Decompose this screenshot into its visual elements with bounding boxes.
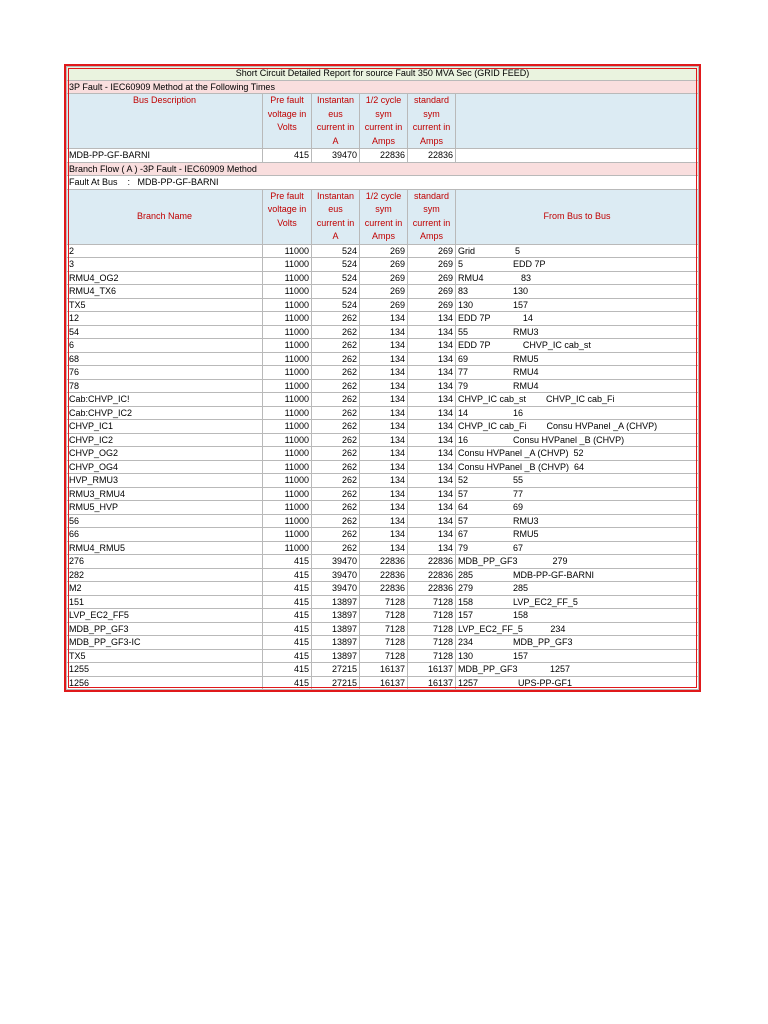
branch-instant: 262 xyxy=(312,379,360,393)
header-line: current in xyxy=(364,217,403,228)
branch-instant: 27215 xyxy=(312,676,360,690)
branch-from-to: EDD 7P CHVP_IC cab_st xyxy=(456,339,699,353)
header-line: Instantan xyxy=(316,190,355,201)
branch-from-to: LVP_EC2_FF_5 234 xyxy=(456,622,699,636)
header-from-to: From Bus to Bus xyxy=(456,189,699,244)
branch-instant: 262 xyxy=(312,339,360,353)
branch-row xyxy=(67,501,699,515)
branch-half-cycle: 22836 xyxy=(360,555,408,569)
header-half-cycle xyxy=(360,94,408,149)
header-instantaneous xyxy=(312,189,360,244)
branch-name: LVP_EC2_FF5 xyxy=(67,609,263,623)
branch-name: CHVP_IC2 xyxy=(67,433,263,447)
branch-prefault: 11000 xyxy=(263,474,312,488)
header-line: Instantan xyxy=(316,95,355,105)
branch-name: 6 xyxy=(67,339,263,353)
branch-from-to: MDB_PP_GF3 1257 xyxy=(456,663,699,677)
branch-half-cycle: 134 xyxy=(360,447,408,461)
branch-half-cycle: 7128 xyxy=(360,636,408,650)
branch-instant: 13897 xyxy=(312,622,360,636)
branch-from-to: 52 55 xyxy=(456,474,699,488)
branch-instant: 524 xyxy=(312,298,360,312)
branch-name: 276 xyxy=(67,555,263,569)
branch-prefault: 11000 xyxy=(263,271,312,285)
branch-from-to: 67 RMU5 xyxy=(456,528,699,542)
branch-prefault: 11000 xyxy=(263,541,312,555)
branch-from-to: CHVP_IC cab_st CHVP_IC cab_Fi xyxy=(456,393,699,407)
branch-standard: 134 xyxy=(408,433,456,447)
branch-name: Cab:CHVP_IC2 xyxy=(67,406,263,420)
branch-standard: 134 xyxy=(408,460,456,474)
branch-name: 1256 xyxy=(67,676,263,690)
branch-prefault: 11000 xyxy=(263,420,312,434)
header-line: current in xyxy=(412,122,451,132)
branch-instant: 13897 xyxy=(312,595,360,609)
branch-from-to: Consu HVPanel _B (CHVP) 64 xyxy=(456,460,699,474)
branch-from-to: 69 RMU5 xyxy=(456,352,699,366)
branch-name: 12 xyxy=(67,312,263,326)
branch-standard: 134 xyxy=(408,474,456,488)
header-line: 1/2 cycle xyxy=(365,95,402,105)
header-line: sym xyxy=(423,204,440,214)
branch-row xyxy=(67,366,699,380)
fault-at-bus-row xyxy=(67,176,699,190)
branch-instant: 262 xyxy=(312,325,360,339)
branch-prefault: 415 xyxy=(263,663,312,677)
bus-standard: 22836 xyxy=(408,149,456,163)
header-line: 1/2 cycle xyxy=(365,190,402,201)
branch-row xyxy=(67,379,699,393)
header-bus-description: Bus Description xyxy=(67,94,263,149)
branch-instant: 262 xyxy=(312,433,360,447)
branch-instant: 13897 xyxy=(312,649,360,663)
fault-at-bus: Fault At Bus : MDB-PP-GF-BARNI xyxy=(67,176,699,190)
branch-row xyxy=(67,555,699,569)
section2-title: Branch Flow ( A ) -3P Fault - IEC60909 Method xyxy=(67,162,699,176)
branch-instant: 262 xyxy=(312,501,360,515)
branch-row xyxy=(67,474,699,488)
branch-standard: 22836 xyxy=(408,555,456,569)
branch-standard: 7128 xyxy=(408,622,456,636)
branch-prefault: 11000 xyxy=(263,285,312,299)
branch-name: 66 xyxy=(67,528,263,542)
branch-half-cycle: 134 xyxy=(360,460,408,474)
branch-half-cycle: 269 xyxy=(360,298,408,312)
title-row xyxy=(67,67,699,81)
bus-half-cycle: 22836 xyxy=(360,149,408,163)
header-line: Pre fault xyxy=(270,95,304,105)
header-line: eus xyxy=(328,108,343,119)
branch-standard: 134 xyxy=(408,487,456,501)
branch-from-to: 57 77 xyxy=(456,487,699,501)
branch-from-to: CHVP_IC cab_Fi Consu HVPanel _A (CHVP) xyxy=(456,420,699,434)
branch-from-to: 16 Consu HVPanel _B (CHVP) xyxy=(456,433,699,447)
branch-prefault: 11000 xyxy=(263,298,312,312)
branch-half-cycle: 16137 xyxy=(360,663,408,677)
branch-standard: 134 xyxy=(408,420,456,434)
branch-name: 56 xyxy=(67,514,263,528)
branch-standard: 134 xyxy=(408,541,456,555)
branch-name: RMU4_OG2 xyxy=(67,271,263,285)
branch-row xyxy=(67,514,699,528)
branch-name: 151 xyxy=(67,595,263,609)
branch-instant: 262 xyxy=(312,352,360,366)
branch-standard: 7128 xyxy=(408,649,456,663)
bus-name: MDB-PP-GF-BARNI xyxy=(67,149,263,163)
header-line: Volts xyxy=(277,217,297,228)
branch-half-cycle: 134 xyxy=(360,514,408,528)
branch-instant: 262 xyxy=(312,312,360,326)
branch-row xyxy=(67,312,699,326)
header-prefault xyxy=(263,94,312,149)
branch-instant: 262 xyxy=(312,514,360,528)
branch-from-to: 157 158 xyxy=(456,609,699,623)
branch-name: TX5 xyxy=(67,298,263,312)
branch-standard: 269 xyxy=(408,258,456,272)
branch-row xyxy=(67,609,699,623)
header-line: sym xyxy=(375,108,392,119)
header-line: sym xyxy=(375,204,392,214)
branch-standard: 7128 xyxy=(408,609,456,623)
branch-name: HVP_RMU3 xyxy=(67,474,263,488)
branch-name: CHVP_OG4 xyxy=(67,460,263,474)
branch-instant: 262 xyxy=(312,487,360,501)
branch-instant: 27215 xyxy=(312,663,360,677)
branch-half-cycle: 269 xyxy=(360,285,408,299)
report-title: Short Circuit Detailed Report for source Fault 350 MVA Sec (GRID FEED) xyxy=(67,67,699,81)
branch-name: M2 xyxy=(67,582,263,596)
section1-title-row xyxy=(67,80,699,94)
branch-row xyxy=(67,528,699,542)
branch-row xyxy=(67,258,699,272)
branch-row xyxy=(67,433,699,447)
branch-half-cycle: 22836 xyxy=(360,568,408,582)
branch-instant: 524 xyxy=(312,258,360,272)
branch-row xyxy=(67,420,699,434)
branch-prefault: 11000 xyxy=(263,244,312,258)
branch-standard: 269 xyxy=(408,298,456,312)
report-table xyxy=(66,66,699,690)
branch-standard: 134 xyxy=(408,366,456,380)
branch-from-to: 57 RMU3 xyxy=(456,514,699,528)
branch-instant: 39470 xyxy=(312,555,360,569)
branch-standard: 134 xyxy=(408,393,456,407)
branch-prefault: 11000 xyxy=(263,258,312,272)
branch-half-cycle: 134 xyxy=(360,312,408,326)
branch-from-to: 234 MDB_PP_GF3 xyxy=(456,636,699,650)
branch-instant: 524 xyxy=(312,285,360,299)
branch-from-to: 64 69 xyxy=(456,501,699,515)
header-line: current in xyxy=(412,217,451,228)
branch-from-to: 55 RMU3 xyxy=(456,325,699,339)
header-line: Pre fault xyxy=(270,190,304,201)
branch-prefault: 11000 xyxy=(263,366,312,380)
branch-name: MDB_PP_GF3-IC xyxy=(67,636,263,650)
branch-from-to: 130 157 xyxy=(456,298,699,312)
branch-name: 68 xyxy=(67,352,263,366)
branch-standard: 16137 xyxy=(408,663,456,677)
section1-data-row xyxy=(67,149,699,163)
branch-standard: 7128 xyxy=(408,636,456,650)
branch-half-cycle: 134 xyxy=(360,352,408,366)
branch-half-cycle: 16137 xyxy=(360,676,408,690)
header-half-cycle xyxy=(360,189,408,244)
branch-standard: 134 xyxy=(408,514,456,528)
branch-instant: 262 xyxy=(312,406,360,420)
header-line: Volts xyxy=(277,122,297,132)
branch-row xyxy=(67,325,699,339)
branch-half-cycle: 134 xyxy=(360,379,408,393)
header-line: voltage in xyxy=(267,204,307,214)
branch-standard: 134 xyxy=(408,352,456,366)
branch-standard: 134 xyxy=(408,447,456,461)
branch-half-cycle: 134 xyxy=(360,528,408,542)
header-instantaneous xyxy=(312,94,360,149)
branch-standard: 134 xyxy=(408,339,456,353)
branch-standard: 134 xyxy=(408,528,456,542)
branch-prefault: 11000 xyxy=(263,433,312,447)
header-line: A xyxy=(332,231,339,241)
branch-row xyxy=(67,285,699,299)
branch-from-to: Grid 5 xyxy=(456,244,699,258)
branch-prefault: 11000 xyxy=(263,447,312,461)
header-line: eus xyxy=(328,204,343,214)
branch-name: 282 xyxy=(67,568,263,582)
header-line: current in xyxy=(316,217,355,228)
branch-half-cycle: 7128 xyxy=(360,595,408,609)
bus-instant: 39470 xyxy=(312,149,360,163)
branch-from-to: 285 MDB-PP-GF-BARNI xyxy=(456,568,699,582)
branch-from-to: EDD 7P 14 xyxy=(456,312,699,326)
branch-instant: 262 xyxy=(312,366,360,380)
branch-standard: 134 xyxy=(408,325,456,339)
branch-standard: 269 xyxy=(408,271,456,285)
branch-standard: 269 xyxy=(408,285,456,299)
header-line: standard xyxy=(413,190,450,201)
branch-row xyxy=(67,541,699,555)
branch-name: RMU3_RMU4 xyxy=(67,487,263,501)
branch-row xyxy=(67,298,699,312)
branch-row xyxy=(67,271,699,285)
branch-name: 76 xyxy=(67,366,263,380)
branch-prefault: 415 xyxy=(263,595,312,609)
branch-standard: 269 xyxy=(408,244,456,258)
branch-half-cycle: 269 xyxy=(360,244,408,258)
branch-instant: 13897 xyxy=(312,609,360,623)
branch-half-cycle: 134 xyxy=(360,393,408,407)
branch-name: CHVP_IC1 xyxy=(67,420,263,434)
branch-from-to: 5 EDD 7P xyxy=(456,258,699,272)
branch-prefault: 11000 xyxy=(263,379,312,393)
branch-instant: 39470 xyxy=(312,582,360,596)
branch-row xyxy=(67,447,699,461)
section2-title-row xyxy=(67,162,699,176)
branch-standard: 16137 xyxy=(408,676,456,690)
header-line: Amps xyxy=(419,135,443,146)
branch-row xyxy=(67,595,699,609)
branch-prefault: 415 xyxy=(263,568,312,582)
branch-row xyxy=(67,393,699,407)
section1-title: 3P Fault - IEC60909 Method at the Following Times xyxy=(67,80,699,94)
branch-instant: 524 xyxy=(312,271,360,285)
branch-prefault: 415 xyxy=(263,676,312,690)
branch-name: RMU4_RMU5 xyxy=(67,541,263,555)
header-line: Amps xyxy=(419,231,443,241)
branch-row xyxy=(67,406,699,420)
branch-row xyxy=(67,460,699,474)
branch-prefault: 11000 xyxy=(263,312,312,326)
section2-header-row xyxy=(67,189,699,244)
branch-name: MDB_PP_GF3 xyxy=(67,622,263,636)
header-standard xyxy=(408,94,456,149)
branch-name: 3 xyxy=(67,258,263,272)
header-line: current in xyxy=(364,122,403,132)
branch-prefault: 415 xyxy=(263,622,312,636)
branch-row xyxy=(67,352,699,366)
branch-instant: 262 xyxy=(312,541,360,555)
branch-half-cycle: 269 xyxy=(360,271,408,285)
branch-name: 1255 xyxy=(67,663,263,677)
branch-name: RMU5_HVP xyxy=(67,501,263,515)
branch-name: 78 xyxy=(67,379,263,393)
branch-from-to: 1257 UPS-PP-GF1 xyxy=(456,676,699,690)
branch-from-to: RMU4 83 xyxy=(456,271,699,285)
branch-half-cycle: 134 xyxy=(360,406,408,420)
header-branch-name: Branch Name xyxy=(67,189,263,244)
branch-instant: 262 xyxy=(312,393,360,407)
branch-prefault: 11000 xyxy=(263,460,312,474)
branch-name: 54 xyxy=(67,325,263,339)
branch-half-cycle: 134 xyxy=(360,325,408,339)
branch-standard: 134 xyxy=(408,312,456,326)
branch-name: 2 xyxy=(67,244,263,258)
header-line: voltage in xyxy=(267,108,307,119)
header-line: Amps xyxy=(371,135,395,146)
branch-row xyxy=(67,676,699,690)
bus-blank xyxy=(456,149,699,163)
header-line: A xyxy=(332,135,339,146)
branch-instant: 262 xyxy=(312,420,360,434)
header-line: current in xyxy=(316,122,355,132)
branch-standard: 134 xyxy=(408,406,456,420)
section1-header-row xyxy=(67,94,699,149)
branch-from-to: 77 RMU4 xyxy=(456,366,699,380)
branch-row xyxy=(67,339,699,353)
branch-from-to: MDB_PP_GF3 279 xyxy=(456,555,699,569)
branch-half-cycle: 7128 xyxy=(360,622,408,636)
branch-from-to: 14 16 xyxy=(456,406,699,420)
branch-row xyxy=(67,244,699,258)
branch-name: CHVP_OG2 xyxy=(67,447,263,461)
branch-instant: 262 xyxy=(312,474,360,488)
header-blank xyxy=(456,94,699,149)
branch-prefault: 415 xyxy=(263,609,312,623)
branch-from-to: 158 LVP_EC2_FF_5 xyxy=(456,595,699,609)
branch-standard: 7128 xyxy=(408,595,456,609)
branch-half-cycle: 134 xyxy=(360,541,408,555)
branch-name: TX5 xyxy=(67,649,263,663)
branch-row xyxy=(67,487,699,501)
report-frame xyxy=(64,64,701,692)
branch-prefault: 11000 xyxy=(263,406,312,420)
branch-half-cycle: 7128 xyxy=(360,609,408,623)
branch-prefault: 11000 xyxy=(263,325,312,339)
branch-row xyxy=(67,582,699,596)
branch-half-cycle: 134 xyxy=(360,501,408,515)
branch-instant: 13897 xyxy=(312,636,360,650)
branch-row xyxy=(67,622,699,636)
branch-row xyxy=(67,663,699,677)
branch-prefault: 415 xyxy=(263,636,312,650)
branch-from-to: 130 157 xyxy=(456,649,699,663)
branch-from-to: Consu HVPanel _A (CHVP) 52 xyxy=(456,447,699,461)
branch-name: Cab:CHVP_IC! xyxy=(67,393,263,407)
branch-instant: 262 xyxy=(312,528,360,542)
branch-row xyxy=(67,649,699,663)
branch-from-to: 79 67 xyxy=(456,541,699,555)
branch-half-cycle: 7128 xyxy=(360,649,408,663)
header-line: standard xyxy=(413,95,450,105)
header-line: sym xyxy=(423,108,440,119)
branch-half-cycle: 134 xyxy=(360,433,408,447)
branch-name: RMU4_TX6 xyxy=(67,285,263,299)
branch-from-to: 83 130 xyxy=(456,285,699,299)
branch-standard: 134 xyxy=(408,501,456,515)
branch-half-cycle: 134 xyxy=(360,366,408,380)
header-standard xyxy=(408,189,456,244)
branch-instant: 39470 xyxy=(312,568,360,582)
branch-prefault: 415 xyxy=(263,582,312,596)
branch-standard: 134 xyxy=(408,379,456,393)
branch-prefault: 415 xyxy=(263,555,312,569)
branch-prefault: 11000 xyxy=(263,393,312,407)
branch-prefault: 11000 xyxy=(263,501,312,515)
branch-half-cycle: 269 xyxy=(360,258,408,272)
branch-half-cycle: 22836 xyxy=(360,582,408,596)
branch-half-cycle: 134 xyxy=(360,420,408,434)
branch-prefault: 11000 xyxy=(263,339,312,353)
branch-prefault: 415 xyxy=(263,649,312,663)
branch-instant: 262 xyxy=(312,460,360,474)
branch-prefault: 11000 xyxy=(263,514,312,528)
branch-instant: 262 xyxy=(312,447,360,461)
branch-prefault: 11000 xyxy=(263,487,312,501)
header-line: Amps xyxy=(371,231,395,241)
branch-row xyxy=(67,636,699,650)
branch-instant: 524 xyxy=(312,244,360,258)
branch-row xyxy=(67,568,699,582)
branch-standard: 22836 xyxy=(408,568,456,582)
branch-from-to: 279 285 xyxy=(456,582,699,596)
branch-prefault: 11000 xyxy=(263,528,312,542)
branch-half-cycle: 134 xyxy=(360,487,408,501)
branch-prefault: 11000 xyxy=(263,352,312,366)
branch-standard: 22836 xyxy=(408,582,456,596)
header-prefault xyxy=(263,189,312,244)
bus-prefault: 415 xyxy=(263,149,312,163)
branch-half-cycle: 134 xyxy=(360,339,408,353)
branch-half-cycle: 134 xyxy=(360,474,408,488)
branch-from-to: 79 RMU4 xyxy=(456,379,699,393)
